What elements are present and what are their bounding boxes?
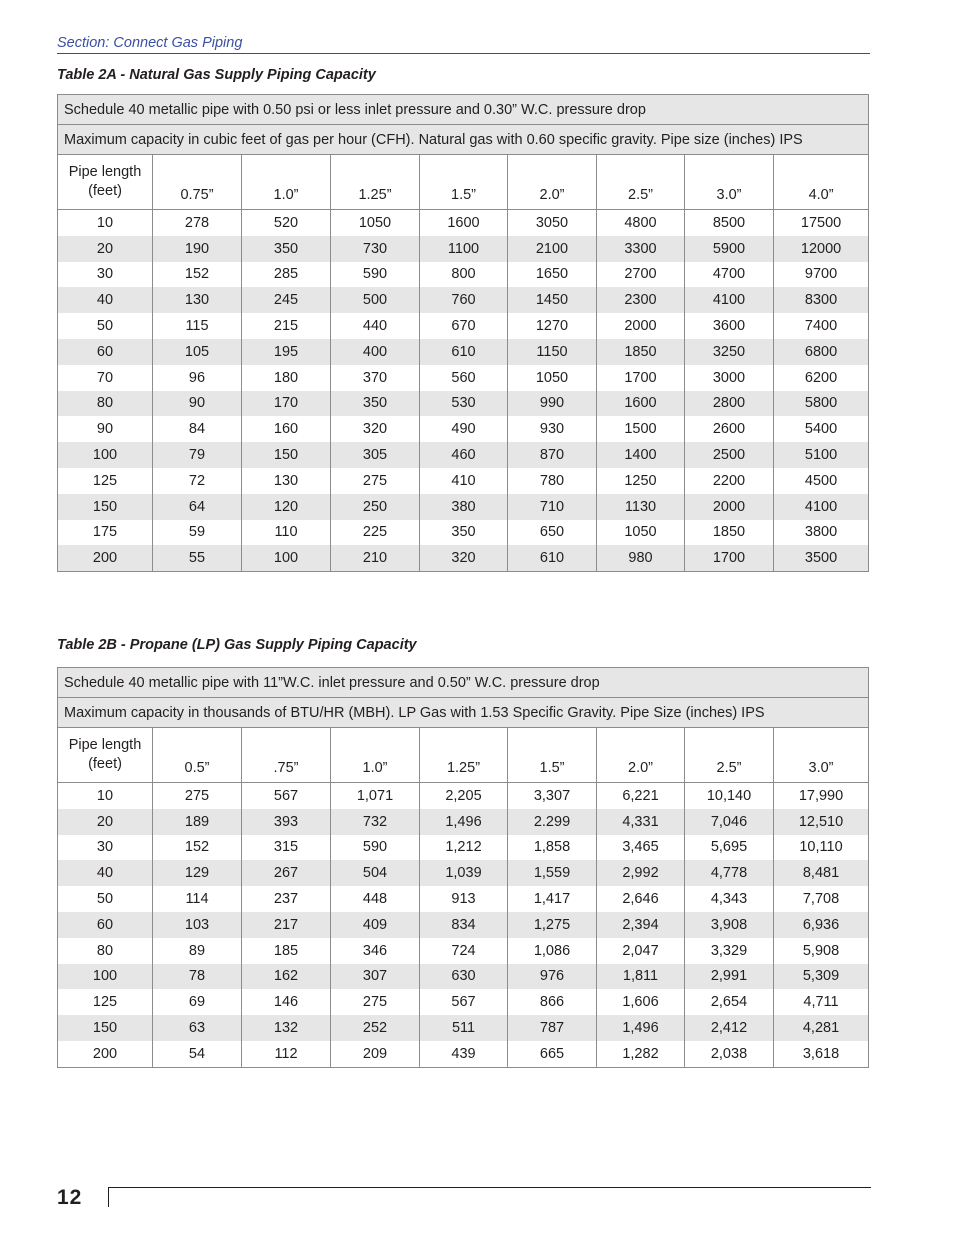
table-row xyxy=(58,1015,869,1041)
capacity-cell: 59 xyxy=(153,520,242,546)
capacity-cell: 195 xyxy=(242,339,331,365)
pipe-length-cell: 40 xyxy=(58,287,153,313)
pipe-size-header: 1.5” xyxy=(508,728,597,783)
capacity-cell: 2,038 xyxy=(685,1041,774,1067)
pipe-length-cell: 150 xyxy=(58,494,153,520)
pipe-length-cell: 60 xyxy=(58,912,153,938)
capacity-cell: 185 xyxy=(242,938,331,964)
table-2b-note-capacity: Maximum capacity in thousands of BTU/HR (MBH). LP Gas with 1.53 Specific Gravity. Pipe Size (inches) IPS xyxy=(58,698,869,728)
capacity-cell: 650 xyxy=(508,520,597,546)
capacity-cell: 215 xyxy=(242,313,331,339)
capacity-cell: 3050 xyxy=(508,210,597,236)
pipe-length-cell: 80 xyxy=(58,938,153,964)
pipe-length-cell: 100 xyxy=(58,442,153,468)
capacity-cell: 2200 xyxy=(685,468,774,494)
pipe-length-header-line1: Pipe length xyxy=(68,164,142,180)
capacity-cell: 1,417 xyxy=(508,886,597,912)
page-number: 12 xyxy=(57,1186,83,1209)
capacity-cell: 610 xyxy=(508,545,597,571)
capacity-cell: 3800 xyxy=(774,520,869,546)
capacity-cell: 490 xyxy=(420,416,508,442)
capacity-cell: 1500 xyxy=(597,416,685,442)
capacity-cell: 1650 xyxy=(508,262,597,288)
footer-rule xyxy=(108,1187,871,1207)
pipe-length-cell: 125 xyxy=(58,989,153,1015)
table-row xyxy=(58,545,869,571)
capacity-cell: 980 xyxy=(597,545,685,571)
capacity-cell: 1600 xyxy=(597,391,685,417)
capacity-cell: 4,281 xyxy=(774,1015,869,1041)
pipe-length-header xyxy=(58,155,153,210)
capacity-cell: 800 xyxy=(420,262,508,288)
capacity-cell: 307 xyxy=(331,964,420,990)
capacity-cell: 2800 xyxy=(685,391,774,417)
table-row xyxy=(58,886,869,912)
capacity-cell: 670 xyxy=(420,313,508,339)
capacity-cell: 2,412 xyxy=(685,1015,774,1041)
capacity-cell: 350 xyxy=(331,391,420,417)
capacity-cell: 567 xyxy=(420,989,508,1015)
capacity-cell: 162 xyxy=(242,964,331,990)
capacity-cell: 1270 xyxy=(508,313,597,339)
capacity-cell: 103 xyxy=(153,912,242,938)
table-row xyxy=(58,442,869,468)
pipe-length-header-line2: (feet) xyxy=(88,183,122,199)
table-row xyxy=(58,912,869,938)
capacity-cell: 440 xyxy=(331,313,420,339)
table-row xyxy=(58,783,869,809)
capacity-cell: 55 xyxy=(153,545,242,571)
pipe-length-cell: 10 xyxy=(58,210,153,236)
capacity-cell: 1700 xyxy=(597,365,685,391)
capacity-cell: 8,481 xyxy=(774,860,869,886)
capacity-cell: 12,510 xyxy=(774,809,869,835)
capacity-cell: 3,307 xyxy=(508,783,597,809)
capacity-cell: 115 xyxy=(153,313,242,339)
capacity-cell: 2,047 xyxy=(597,938,685,964)
capacity-cell: 500 xyxy=(331,287,420,313)
capacity-cell: 1,282 xyxy=(597,1041,685,1067)
pipe-length-header-line1: Pipe length xyxy=(68,737,142,753)
capacity-cell: 132 xyxy=(242,1015,331,1041)
capacity-cell: 724 xyxy=(420,938,508,964)
capacity-cell: 1450 xyxy=(508,287,597,313)
capacity-cell: 1050 xyxy=(331,210,420,236)
natural-gas-capacity-table xyxy=(57,94,869,572)
table-row xyxy=(58,287,869,313)
pipe-length-cell: 60 xyxy=(58,339,153,365)
pipe-length-cell: 30 xyxy=(58,262,153,288)
capacity-cell: 2,992 xyxy=(597,860,685,886)
pipe-length-cell: 20 xyxy=(58,809,153,835)
capacity-cell: 760 xyxy=(420,287,508,313)
table-row xyxy=(58,494,869,520)
capacity-cell: 2.299 xyxy=(508,809,597,835)
capacity-cell: 105 xyxy=(153,339,242,365)
capacity-cell: 275 xyxy=(331,989,420,1015)
capacity-cell: 320 xyxy=(420,545,508,571)
capacity-cell: 54 xyxy=(153,1041,242,1067)
capacity-cell: 1850 xyxy=(685,520,774,546)
capacity-cell: 160 xyxy=(242,416,331,442)
pipe-length-cell: 20 xyxy=(58,236,153,262)
capacity-cell: 110 xyxy=(242,520,331,546)
table-2a-title: Table 2A - Natural Gas Supply Piping Capacity xyxy=(57,67,376,83)
capacity-cell: 3,329 xyxy=(685,938,774,964)
capacity-cell: 460 xyxy=(420,442,508,468)
table-row xyxy=(58,365,869,391)
table-row xyxy=(58,210,869,236)
capacity-cell: 17500 xyxy=(774,210,869,236)
capacity-cell: 189 xyxy=(153,809,242,835)
capacity-cell: 5100 xyxy=(774,442,869,468)
capacity-cell: 4800 xyxy=(597,210,685,236)
capacity-cell: 1850 xyxy=(597,339,685,365)
capacity-cell: 285 xyxy=(242,262,331,288)
capacity-cell: 3300 xyxy=(597,236,685,262)
table-row xyxy=(58,391,869,417)
capacity-cell: 1,212 xyxy=(420,835,508,861)
pipe-size-header: 2.0” xyxy=(597,728,685,783)
capacity-cell: 17,990 xyxy=(774,783,869,809)
capacity-cell: 710 xyxy=(508,494,597,520)
capacity-cell: 152 xyxy=(153,835,242,861)
capacity-cell: 380 xyxy=(420,494,508,520)
table-row xyxy=(58,964,869,990)
capacity-cell: 4,343 xyxy=(685,886,774,912)
capacity-cell: 7400 xyxy=(774,313,869,339)
capacity-cell: 90 xyxy=(153,391,242,417)
pipe-length-cell: 125 xyxy=(58,468,153,494)
capacity-cell: 2300 xyxy=(597,287,685,313)
capacity-cell: 245 xyxy=(242,287,331,313)
capacity-cell: 7,708 xyxy=(774,886,869,912)
capacity-cell: 152 xyxy=(153,262,242,288)
table-row xyxy=(58,468,869,494)
pipe-length-header xyxy=(58,728,153,783)
capacity-cell: 732 xyxy=(331,809,420,835)
pipe-size-header: 0.75” xyxy=(153,155,242,210)
pipe-size-header: 1.0” xyxy=(331,728,420,783)
capacity-cell: 370 xyxy=(331,365,420,391)
capacity-cell: 9700 xyxy=(774,262,869,288)
capacity-cell: 590 xyxy=(331,262,420,288)
pipe-length-cell: 90 xyxy=(58,416,153,442)
capacity-cell: 1150 xyxy=(508,339,597,365)
capacity-cell: 72 xyxy=(153,468,242,494)
capacity-cell: 267 xyxy=(242,860,331,886)
table-row xyxy=(58,989,869,1015)
capacity-cell: 10,110 xyxy=(774,835,869,861)
capacity-cell: 6200 xyxy=(774,365,869,391)
capacity-cell: 866 xyxy=(508,989,597,1015)
capacity-cell: 393 xyxy=(242,809,331,835)
capacity-cell: 84 xyxy=(153,416,242,442)
capacity-cell: 190 xyxy=(153,236,242,262)
capacity-cell: 913 xyxy=(420,886,508,912)
capacity-cell: 6,936 xyxy=(774,912,869,938)
pipe-length-cell: 30 xyxy=(58,835,153,861)
capacity-cell: 2000 xyxy=(685,494,774,520)
pipe-size-header: 2.5” xyxy=(597,155,685,210)
capacity-cell: 1100 xyxy=(420,236,508,262)
capacity-cell: 4,778 xyxy=(685,860,774,886)
capacity-cell: 150 xyxy=(242,442,331,468)
pipe-size-header: 1.25” xyxy=(420,728,508,783)
table-row xyxy=(58,236,869,262)
pipe-length-cell: 50 xyxy=(58,886,153,912)
capacity-cell: 8300 xyxy=(774,287,869,313)
pipe-size-header: 1.5” xyxy=(420,155,508,210)
capacity-cell: 89 xyxy=(153,938,242,964)
capacity-cell: 610 xyxy=(420,339,508,365)
pipe-length-cell: 200 xyxy=(58,545,153,571)
capacity-cell: 6800 xyxy=(774,339,869,365)
table-row xyxy=(58,262,869,288)
capacity-cell: 225 xyxy=(331,520,420,546)
capacity-cell: 3000 xyxy=(685,365,774,391)
capacity-cell: 79 xyxy=(153,442,242,468)
capacity-cell: 275 xyxy=(153,783,242,809)
capacity-cell: 5400 xyxy=(774,416,869,442)
capacity-cell: 3600 xyxy=(685,313,774,339)
capacity-cell: 4500 xyxy=(774,468,869,494)
capacity-cell: 130 xyxy=(242,468,331,494)
capacity-cell: 10,140 xyxy=(685,783,774,809)
capacity-cell: 275 xyxy=(331,468,420,494)
pipe-length-cell: 10 xyxy=(58,783,153,809)
capacity-cell: 3250 xyxy=(685,339,774,365)
capacity-cell: 170 xyxy=(242,391,331,417)
capacity-cell: 1,496 xyxy=(420,809,508,835)
capacity-cell: 4,711 xyxy=(774,989,869,1015)
capacity-cell: 1,496 xyxy=(597,1015,685,1041)
capacity-cell: 870 xyxy=(508,442,597,468)
capacity-cell: 5,309 xyxy=(774,964,869,990)
capacity-cell: 3,908 xyxy=(685,912,774,938)
capacity-cell: 5,695 xyxy=(685,835,774,861)
capacity-cell: 210 xyxy=(331,545,420,571)
capacity-cell: 511 xyxy=(420,1015,508,1041)
capacity-cell: 400 xyxy=(331,339,420,365)
capacity-cell: 130 xyxy=(153,287,242,313)
capacity-cell: 2700 xyxy=(597,262,685,288)
table-2b-header-row xyxy=(58,728,869,783)
capacity-cell: 252 xyxy=(331,1015,420,1041)
pipe-size-header: 3.0” xyxy=(685,155,774,210)
capacity-cell: 305 xyxy=(331,442,420,468)
capacity-cell: 4100 xyxy=(685,287,774,313)
capacity-cell: 209 xyxy=(331,1041,420,1067)
capacity-cell: 2,646 xyxy=(597,886,685,912)
table-row xyxy=(58,313,869,339)
capacity-cell: 63 xyxy=(153,1015,242,1041)
pipe-size-header: 1.25” xyxy=(331,155,420,210)
capacity-cell: 2500 xyxy=(685,442,774,468)
capacity-cell: 5,908 xyxy=(774,938,869,964)
capacity-cell: 2,394 xyxy=(597,912,685,938)
capacity-cell: 409 xyxy=(331,912,420,938)
capacity-cell: 69 xyxy=(153,989,242,1015)
capacity-cell: 665 xyxy=(508,1041,597,1067)
pipe-length-cell: 50 xyxy=(58,313,153,339)
pipe-size-header: 2.5” xyxy=(685,728,774,783)
pipe-length-cell: 150 xyxy=(58,1015,153,1041)
capacity-cell: 1400 xyxy=(597,442,685,468)
propane-gas-capacity-table xyxy=(57,667,869,1068)
capacity-cell: 630 xyxy=(420,964,508,990)
capacity-cell: 504 xyxy=(331,860,420,886)
capacity-cell: 4700 xyxy=(685,262,774,288)
pipe-size-header: .75” xyxy=(242,728,331,783)
table-2b-title: Table 2B - Propane (LP) Gas Supply Piping Capacity xyxy=(57,637,417,653)
capacity-cell: 787 xyxy=(508,1015,597,1041)
capacity-cell: 1,039 xyxy=(420,860,508,886)
capacity-cell: 4,331 xyxy=(597,809,685,835)
capacity-cell: 350 xyxy=(242,236,331,262)
capacity-cell: 590 xyxy=(331,835,420,861)
capacity-cell: 96 xyxy=(153,365,242,391)
capacity-cell: 278 xyxy=(153,210,242,236)
capacity-cell: 8500 xyxy=(685,210,774,236)
capacity-cell: 530 xyxy=(420,391,508,417)
capacity-cell: 439 xyxy=(420,1041,508,1067)
capacity-cell: 1,086 xyxy=(508,938,597,964)
capacity-cell: 3,465 xyxy=(597,835,685,861)
capacity-cell: 120 xyxy=(242,494,331,520)
capacity-cell: 567 xyxy=(242,783,331,809)
table-row xyxy=(58,416,869,442)
capacity-cell: 5900 xyxy=(685,236,774,262)
table-row xyxy=(58,1041,869,1067)
pipe-length-header-line2: (feet) xyxy=(88,756,122,772)
capacity-cell: 3,618 xyxy=(774,1041,869,1067)
capacity-cell: 1050 xyxy=(508,365,597,391)
capacity-cell: 6,221 xyxy=(597,783,685,809)
capacity-cell: 237 xyxy=(242,886,331,912)
capacity-cell: 3500 xyxy=(774,545,869,571)
capacity-cell: 64 xyxy=(153,494,242,520)
pipe-length-cell: 70 xyxy=(58,365,153,391)
table-row xyxy=(58,835,869,861)
capacity-cell: 834 xyxy=(420,912,508,938)
capacity-cell: 2600 xyxy=(685,416,774,442)
capacity-cell: 2,991 xyxy=(685,964,774,990)
capacity-cell: 7,046 xyxy=(685,809,774,835)
capacity-cell: 250 xyxy=(331,494,420,520)
table-row xyxy=(58,938,869,964)
capacity-cell: 2,654 xyxy=(685,989,774,1015)
capacity-cell: 1,071 xyxy=(331,783,420,809)
table-2a-note-pressure: Schedule 40 metallic pipe with 0.50 psi or less inlet pressure and 0.30” W.C. pressure drop xyxy=(58,95,869,125)
table-row xyxy=(58,520,869,546)
capacity-cell: 410 xyxy=(420,468,508,494)
capacity-cell: 930 xyxy=(508,416,597,442)
section-header: Section: Connect Gas Piping xyxy=(57,34,870,54)
capacity-cell: 4100 xyxy=(774,494,869,520)
capacity-cell: 1,811 xyxy=(597,964,685,990)
capacity-cell: 114 xyxy=(153,886,242,912)
capacity-cell: 1130 xyxy=(597,494,685,520)
capacity-cell: 1700 xyxy=(685,545,774,571)
capacity-cell: 730 xyxy=(331,236,420,262)
pipe-size-header: 3.0” xyxy=(774,728,869,783)
capacity-cell: 5800 xyxy=(774,391,869,417)
capacity-cell: 100 xyxy=(242,545,331,571)
capacity-cell: 346 xyxy=(331,938,420,964)
capacity-cell: 1,858 xyxy=(508,835,597,861)
capacity-cell: 1,559 xyxy=(508,860,597,886)
capacity-cell: 12000 xyxy=(774,236,869,262)
pipe-size-header: 1.0” xyxy=(242,155,331,210)
table-row xyxy=(58,809,869,835)
capacity-cell: 1,606 xyxy=(597,989,685,1015)
capacity-cell: 990 xyxy=(508,391,597,417)
capacity-cell: 2000 xyxy=(597,313,685,339)
capacity-cell: 560 xyxy=(420,365,508,391)
capacity-cell: 2100 xyxy=(508,236,597,262)
pipe-length-cell: 100 xyxy=(58,964,153,990)
capacity-cell: 180 xyxy=(242,365,331,391)
capacity-cell: 146 xyxy=(242,989,331,1015)
capacity-cell: 350 xyxy=(420,520,508,546)
table-2b-note-pressure: Schedule 40 metallic pipe with 11”W.C. inlet pressure and 0.50” W.C. pressure drop xyxy=(58,668,869,698)
table-2a-note-capacity: Maximum capacity in cubic feet of gas per hour (CFH). Natural gas with 0.60 specific gravity. Pipe size (inches) IPS xyxy=(58,125,869,155)
capacity-cell: 520 xyxy=(242,210,331,236)
pipe-length-cell: 175 xyxy=(58,520,153,546)
table-2a-header-row xyxy=(58,155,869,210)
pipe-size-header: 2.0” xyxy=(508,155,597,210)
pipe-length-cell: 80 xyxy=(58,391,153,417)
capacity-cell: 320 xyxy=(331,416,420,442)
capacity-cell: 976 xyxy=(508,964,597,990)
table-row xyxy=(58,860,869,886)
capacity-cell: 2,205 xyxy=(420,783,508,809)
capacity-cell: 1050 xyxy=(597,520,685,546)
table-row xyxy=(58,339,869,365)
pipe-length-cell: 200 xyxy=(58,1041,153,1067)
capacity-cell: 315 xyxy=(242,835,331,861)
capacity-cell: 1250 xyxy=(597,468,685,494)
pipe-size-header: 4.0” xyxy=(774,155,869,210)
pipe-size-header: 0.5” xyxy=(153,728,242,783)
capacity-cell: 448 xyxy=(331,886,420,912)
capacity-cell: 780 xyxy=(508,468,597,494)
capacity-cell: 78 xyxy=(153,964,242,990)
pipe-length-cell: 40 xyxy=(58,860,153,886)
capacity-cell: 112 xyxy=(242,1041,331,1067)
capacity-cell: 1600 xyxy=(420,210,508,236)
capacity-cell: 1,275 xyxy=(508,912,597,938)
capacity-cell: 129 xyxy=(153,860,242,886)
capacity-cell: 217 xyxy=(242,912,331,938)
